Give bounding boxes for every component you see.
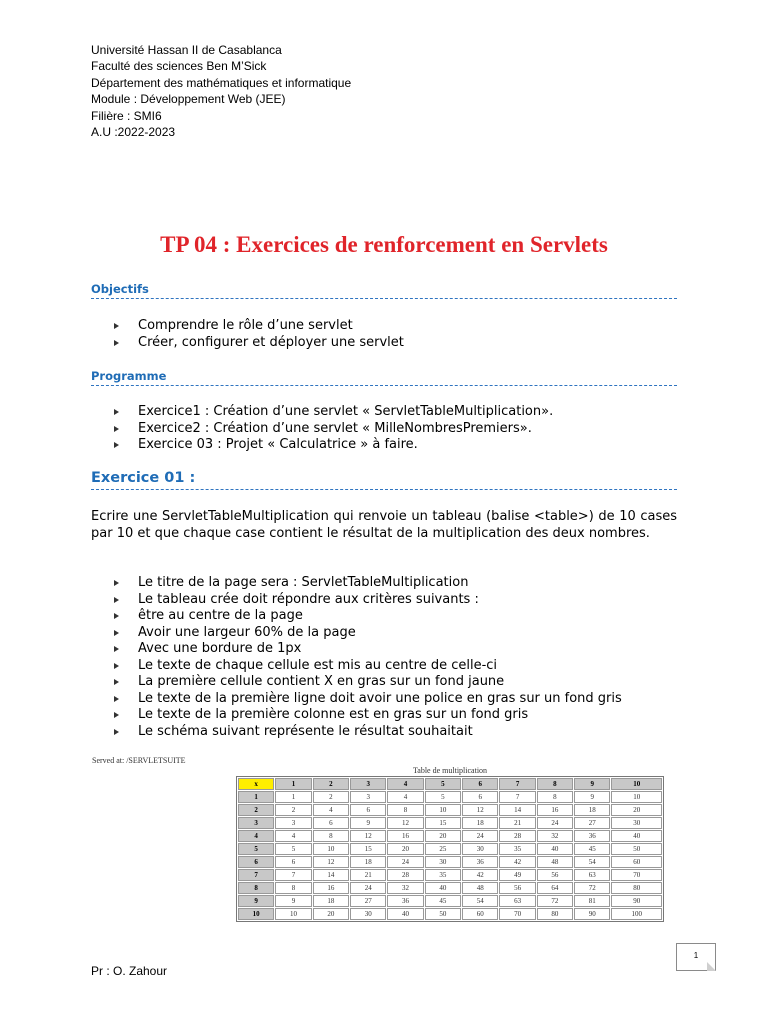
table-cell: 60: [611, 856, 662, 868]
bullet-arrow-icon: [114, 663, 119, 669]
column-header-cell: 2: [313, 778, 349, 790]
page-number-box: [676, 943, 716, 971]
exercice1-criteria-list: [112, 575, 622, 740]
table-cell: 14: [313, 869, 349, 881]
table-cell: 40: [387, 908, 423, 920]
table-cell: 30: [611, 817, 662, 829]
column-header-cell: 9: [574, 778, 610, 790]
list-item: [112, 724, 622, 741]
table-cell: 56: [499, 882, 535, 894]
table-cell: 90: [611, 895, 662, 907]
list-item: [112, 421, 553, 438]
table-cell: 50: [611, 843, 662, 855]
column-header-cell: 7: [499, 778, 535, 790]
programme-heading: Programme: [91, 369, 677, 386]
list-item: [112, 404, 553, 421]
table-cell: 12: [313, 856, 349, 868]
table-cell: 54: [574, 856, 610, 868]
table-cell: 20: [611, 804, 662, 816]
row-header-cell: 1: [238, 791, 274, 803]
table-cell: 12: [462, 804, 498, 816]
table-cell: 54: [462, 895, 498, 907]
table-cell: 64: [537, 882, 573, 894]
table-cell: 42: [499, 856, 535, 868]
table-cell: 48: [537, 856, 573, 868]
table-cell: 50: [425, 908, 461, 920]
bullet-arrow-icon: [114, 409, 119, 415]
list-item-text: Avoir une largeur 60% de la page: [138, 624, 356, 640]
table-cell: 24: [537, 817, 573, 829]
table-cell: 32: [387, 882, 423, 894]
row-header-cell: 4: [238, 830, 274, 842]
list-item: [112, 674, 622, 691]
list-item: [112, 691, 622, 708]
table-cell: 28: [387, 869, 423, 881]
table-cell: 27: [574, 817, 610, 829]
table-cell: 24: [462, 830, 498, 842]
list-item-text: Avec une bordure de 1px: [138, 641, 302, 656]
row-header-cell: 5: [238, 843, 274, 855]
list-item-text: Le texte de chaque cellule est mis au centre de celle-ci: [138, 657, 498, 673]
table-cell: 7: [275, 869, 311, 881]
table-row: [238, 856, 662, 868]
academic-year: A.U :2022-2023: [91, 125, 176, 140]
table-cell: 49: [499, 869, 535, 881]
exercice1-paragraph: Ecrire une ServletTableMultiplication qui renvoie un tableau (balise <table>) de 10 cases par 10 et que chaque case contient le résultat de la multiplication des deux nombres.: [91, 509, 677, 541]
bullet-arrow-icon: [114, 597, 119, 603]
table-row: [238, 791, 662, 803]
column-header-cell: 4: [387, 778, 423, 790]
list-item: [112, 608, 622, 625]
list-item: [112, 641, 622, 658]
table-cell: 40: [537, 843, 573, 855]
table-row: [238, 830, 662, 842]
table-row: [238, 895, 662, 907]
table-cell: 36: [387, 895, 423, 907]
table-cell: 15: [350, 843, 386, 855]
list-item-text: Le texte de la première ligne doit avoir une police en gras sur un fond gris: [138, 690, 622, 706]
column-header-cell: 6: [462, 778, 498, 790]
table-cell: 81: [574, 895, 610, 907]
bullet-arrow-icon: [114, 712, 119, 718]
table-cell: 15: [425, 817, 461, 829]
row-header-cell: 8: [238, 882, 274, 894]
bullet-arrow-icon: [114, 696, 119, 702]
table-cell: 80: [611, 882, 662, 894]
exercice1-heading: Exercice 01 :: [91, 470, 677, 490]
bullet-arrow-icon: [114, 646, 119, 652]
column-header-cell: 1: [275, 778, 311, 790]
table-cell: 42: [462, 869, 498, 881]
table-cell: 70: [499, 908, 535, 920]
table-cell: 72: [574, 882, 610, 894]
table-cell: 6: [313, 817, 349, 829]
table-cell: 25: [425, 843, 461, 855]
list-item-text: Exercice 03 : Projet « Calculatrice » à faire.: [138, 437, 418, 452]
list-item: [112, 318, 404, 335]
table-cell: 45: [425, 895, 461, 907]
table-cell: 4: [313, 804, 349, 816]
row-header-cell: 7: [238, 869, 274, 881]
list-item-text: Le tableau crée doit répondre aux critères suivants :: [138, 591, 479, 607]
table-cell: 63: [499, 895, 535, 907]
row-header-cell: 2: [238, 804, 274, 816]
table-cell: 18: [462, 817, 498, 829]
bullet-arrow-icon: [114, 580, 119, 586]
table-cell: 10: [425, 804, 461, 816]
department-name: Département des mathématiques et informatique: [91, 75, 352, 90]
table-cell: 36: [462, 856, 498, 868]
table-cell: 18: [350, 856, 386, 868]
page-number: 1: [693, 951, 699, 960]
table-row: [238, 869, 662, 881]
table-cell: 7: [499, 791, 535, 803]
table-cell: 12: [387, 817, 423, 829]
table-cell: 72: [537, 895, 573, 907]
objectifs-list: [112, 318, 404, 351]
table-cell: 10: [275, 908, 311, 920]
list-item-text: Exercice2 : Création d’une servlet « MilleNombresPremiers».: [138, 420, 532, 436]
list-item-text: Le texte de la première colonne est en gras sur un fond gris: [138, 707, 529, 722]
table-cell: 8: [387, 804, 423, 816]
table-cell: 32: [537, 830, 573, 842]
table-cell: 4: [387, 791, 423, 803]
bullet-arrow-icon: [114, 426, 119, 432]
table-cell: 8: [537, 791, 573, 803]
list-item-text: Comprendre le rôle d’une servlet: [138, 318, 353, 333]
faculty-name: Faculté des sciences Ben M’Sick: [91, 59, 267, 74]
multiplication-table: [236, 776, 664, 922]
table-cell: 16: [313, 882, 349, 894]
table-cell: 45: [574, 843, 610, 855]
table-cell: 48: [462, 882, 498, 894]
list-item: [112, 658, 622, 675]
table-cell: 27: [350, 895, 386, 907]
list-item: [112, 625, 622, 642]
column-header-cell: 5: [425, 778, 461, 790]
list-item-text: Le schéma suivant représente le résultat souhaitait: [138, 723, 473, 739]
table-cell: 8: [275, 882, 311, 894]
table-cell: 14: [499, 804, 535, 816]
bullet-arrow-icon: [114, 630, 119, 636]
table-cell: 36: [574, 830, 610, 842]
table-cell: 56: [537, 869, 573, 881]
table-cell: 21: [350, 869, 386, 881]
row-header-cell: 6: [238, 856, 274, 868]
list-item: [112, 707, 622, 724]
table-caption: Table de multiplication: [412, 766, 488, 775]
table-cell: 16: [387, 830, 423, 842]
table-cell: 5: [275, 843, 311, 855]
table-cell: 35: [499, 843, 535, 855]
table-row: [238, 908, 662, 920]
list-item-text: être au centre de la page: [138, 608, 303, 623]
table-cell: 20: [387, 843, 423, 855]
table-cell: 10: [611, 791, 662, 803]
list-item: [112, 437, 553, 454]
column-header-cell: 10: [611, 778, 662, 790]
list-item-text: Créer, configurer et déployer une servlet: [138, 334, 404, 350]
table-row: [238, 843, 662, 855]
table-cell: 9: [574, 791, 610, 803]
table-cell: 80: [537, 908, 573, 920]
table-row: [238, 804, 662, 816]
page-fold-icon: [707, 962, 716, 971]
table-cell: 3: [275, 817, 311, 829]
table-cell: 1: [275, 791, 311, 803]
table-header-row: [238, 778, 662, 790]
table-cell: 20: [313, 908, 349, 920]
table-cell: 100: [611, 908, 662, 920]
module-name: Module : Développement Web (JEE): [91, 92, 286, 107]
table-cell: 30: [350, 908, 386, 920]
table-cell: 28: [499, 830, 535, 842]
table-cell: 8: [313, 830, 349, 842]
column-header-cell: 3: [350, 778, 386, 790]
author-footer: Pr : O. Zahour: [91, 964, 168, 978]
table-cell: 10: [313, 843, 349, 855]
table-cell: 6: [275, 856, 311, 868]
table-cell: 3: [350, 791, 386, 803]
list-item-text: Le titre de la page sera : ServletTableMultiplication: [138, 575, 469, 590]
programme-list: [112, 404, 553, 454]
list-item: [112, 335, 404, 352]
table-row: [238, 817, 662, 829]
served-at-label: Served at: /SERVLETSUITE: [92, 756, 186, 765]
table-cell: 30: [425, 856, 461, 868]
table-cell: 18: [313, 895, 349, 907]
table-cell: 90: [574, 908, 610, 920]
table-cell: 5: [425, 791, 461, 803]
list-item: [112, 575, 622, 592]
table-cell: 40: [425, 882, 461, 894]
table-cell: 20: [425, 830, 461, 842]
objectifs-heading: Objectifs: [91, 282, 677, 299]
bullet-arrow-icon: [114, 729, 119, 735]
table-cell: 2: [313, 791, 349, 803]
table-cell: 70: [611, 869, 662, 881]
table-cell: 18: [574, 804, 610, 816]
table-cell: 63: [574, 869, 610, 881]
list-item-text: La première cellule contient X en gras sur un fond jaune: [138, 674, 505, 689]
bullet-arrow-icon: [114, 442, 119, 448]
corner-cell: x: [238, 778, 274, 790]
table-cell: 40: [611, 830, 662, 842]
table-cell: 2: [275, 804, 311, 816]
table-row: [238, 882, 662, 894]
university-name: Université Hassan II de Casablanca: [91, 43, 282, 57]
table-cell: 24: [350, 882, 386, 894]
table-cell: 6: [350, 804, 386, 816]
table-cell: 60: [462, 908, 498, 920]
table-cell: 35: [425, 869, 461, 881]
bullet-arrow-icon: [114, 323, 119, 329]
table-cell: 24: [387, 856, 423, 868]
table-cell: 16: [537, 804, 573, 816]
table-cell: 6: [462, 791, 498, 803]
bullet-arrow-icon: [114, 613, 119, 619]
table-cell: 21: [499, 817, 535, 829]
table-cell: 9: [275, 895, 311, 907]
column-header-cell: 8: [537, 778, 573, 790]
table-cell: 30: [462, 843, 498, 855]
row-header-cell: 3: [238, 817, 274, 829]
table-cell: 9: [350, 817, 386, 829]
document-title: TP 04 : Exercices de renforcement en Servlets: [160, 232, 608, 257]
institution-header: [91, 42, 351, 140]
program-name: Filière : SMI6: [91, 108, 162, 123]
table-cell: 12: [350, 830, 386, 842]
table-cell: 4: [275, 830, 311, 842]
list-item: [112, 592, 622, 609]
row-header-cell: 9: [238, 895, 274, 907]
list-item-text: Exercice1 : Création d’une servlet « ServletTableMultiplication».: [138, 404, 554, 419]
bullet-arrow-icon: [114, 340, 119, 346]
row-header-cell: 10: [238, 908, 274, 920]
bullet-arrow-icon: [114, 679, 119, 685]
